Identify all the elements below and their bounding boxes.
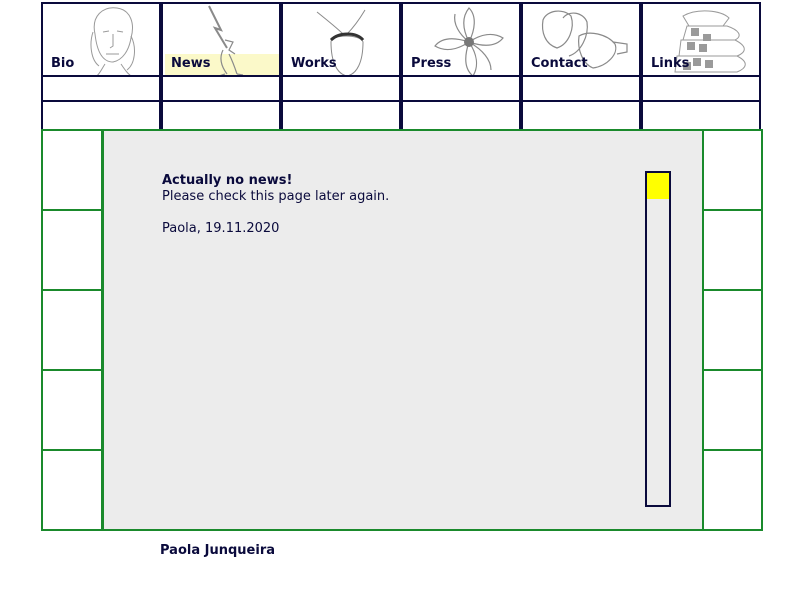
nav-label-links[interactable]: Links [651, 56, 690, 71]
left-frame-cell [41, 449, 103, 531]
left-frame-cell [41, 289, 103, 371]
news-signature: Paola, 19.11.2020 [162, 221, 280, 236]
left-frame-cell [41, 209, 103, 291]
right-frame-cell [702, 289, 763, 371]
nav-sub-cell [161, 75, 281, 102]
news-headline: Actually no news! [162, 173, 293, 188]
nav-label-news[interactable]: News [171, 56, 211, 71]
news-content-panel [102, 129, 704, 531]
nav-item-works[interactable] [281, 2, 401, 77]
nav-sub-cell [161, 100, 281, 131]
nav-item-news[interactable] [161, 2, 281, 77]
right-frame-cell [702, 129, 763, 211]
nav-sub-cell [281, 100, 401, 131]
nav-sub-cell [401, 75, 521, 102]
nav-label-bio[interactable]: Bio [51, 56, 75, 71]
nav-sub-cell [401, 100, 521, 131]
nav-item-press[interactable] [401, 2, 521, 77]
nav-sub-cell [281, 75, 401, 102]
nav-sub-cell [641, 100, 761, 131]
nav-item-links[interactable] [641, 2, 761, 77]
left-frame-cell [41, 129, 103, 211]
nav-item-contact[interactable] [521, 2, 641, 77]
nav-sub-cell [521, 75, 641, 102]
right-frame-cell [702, 449, 763, 531]
right-frame-cell [702, 209, 763, 291]
news-message: Please check this page later again. [162, 189, 390, 204]
nav-sub-cell [41, 100, 161, 131]
news-text [162, 173, 389, 237]
scrollbar-thumb[interactable] [647, 173, 669, 199]
right-frame-cell [702, 369, 763, 451]
left-frame-cell [41, 369, 103, 451]
nav-sub-cell [641, 75, 761, 102]
footer-name: Paola Junqueira [160, 543, 276, 558]
nav-label-works[interactable]: Works [291, 56, 337, 71]
nav-sub-cell [521, 100, 641, 131]
scrollbar-track[interactable] [645, 171, 671, 507]
nav-label-press[interactable]: Press [411, 56, 452, 71]
nav-sub-cell [41, 75, 161, 102]
nav-label-contact[interactable]: Contact [531, 56, 588, 71]
nav-item-bio[interactable] [41, 2, 161, 77]
